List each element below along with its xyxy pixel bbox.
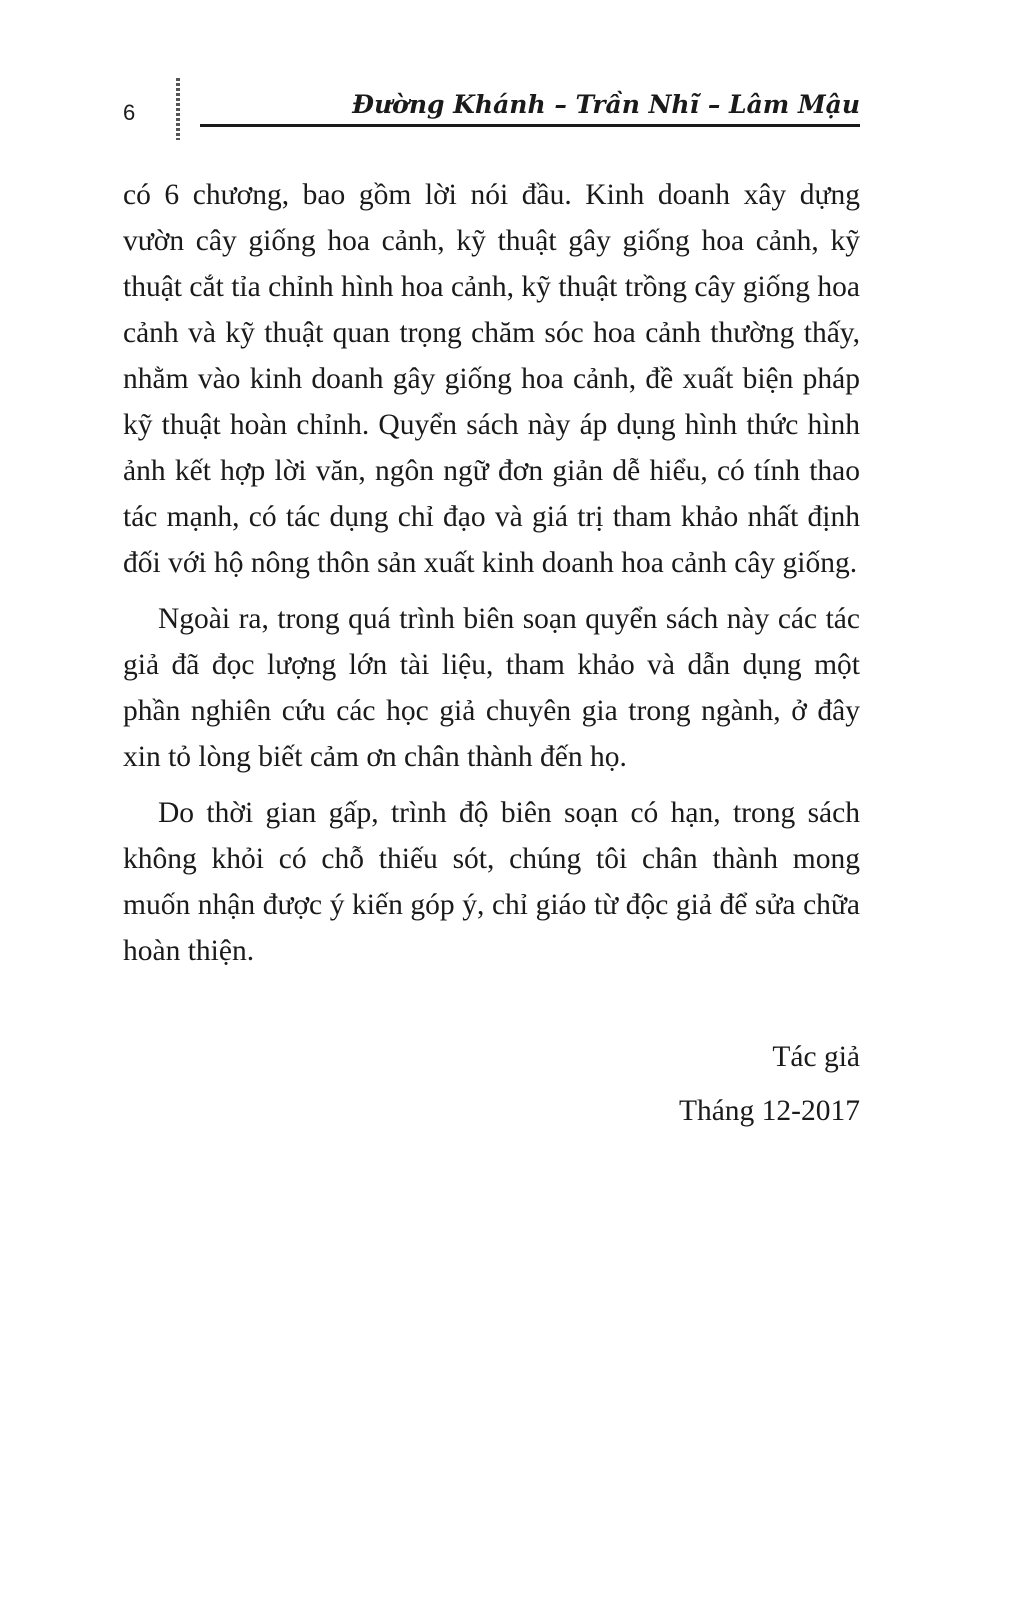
paragraph-apology: Do thời gian gấp, trình độ biên soạn có hạn, trong sách không khỏi có chỗ thiếu sót, chúng tôi chân thành mong muốn nhận được ý kiến góp ý, chỉ giáo từ độc giả để sửa chữa hoàn thiện.: [123, 797, 860, 967]
signature-author: Tác giả: [772, 1041, 860, 1073]
paragraph-acknowledgement: Ngoài ra, trong quá trình biên soạn quyển sách này các tác giả đã đọc lượng lớn tài liệu, tham khảo và dẫn dụng một phần nghiên cứu các học giả chuyên gia trong ngành, ở đây xin tỏ lòng biết cảm ơn chân thành đến họ.: [123, 603, 860, 773]
signature-block: [679, 1030, 860, 1138]
page-number: 6: [123, 100, 136, 125]
header-authors: Đường Khánh – Trần Nhĩ – Lâm Mậu: [352, 90, 860, 119]
paragraph-continued: có 6 chương, bao gồm lời nói đầu. Kinh doanh xây dựng vườn cây giống hoa cảnh, kỹ thuật gây giống hoa cảnh, kỹ thuật cắt tỉa chỉnh hình hoa cảnh, kỹ thuật trồng cây giống hoa cảnh và kỹ thuật quan trọng chăm sóc hoa cảnh thường thấy, nhằm vào kinh doanh gây giống hoa cảnh, đề xuất biện pháp kỹ thuật hoàn chỉnh. Quyển sách này áp dụng hình thức hình ảnh kết hợp lời văn, ngôn ngữ đơn giản dễ hiểu, có tính thao tác mạnh, có tác dụng chỉ đạo và giá trị tham khảo nhất định đối với hộ nông thôn sản xuất kinh doanh hoa cảnh cây giống.: [123, 179, 860, 579]
header-ornament: [176, 78, 180, 140]
body-text: [123, 172, 860, 984]
header-rule: [200, 124, 860, 127]
signature-date: Tháng 12-2017: [678, 1095, 860, 1127]
